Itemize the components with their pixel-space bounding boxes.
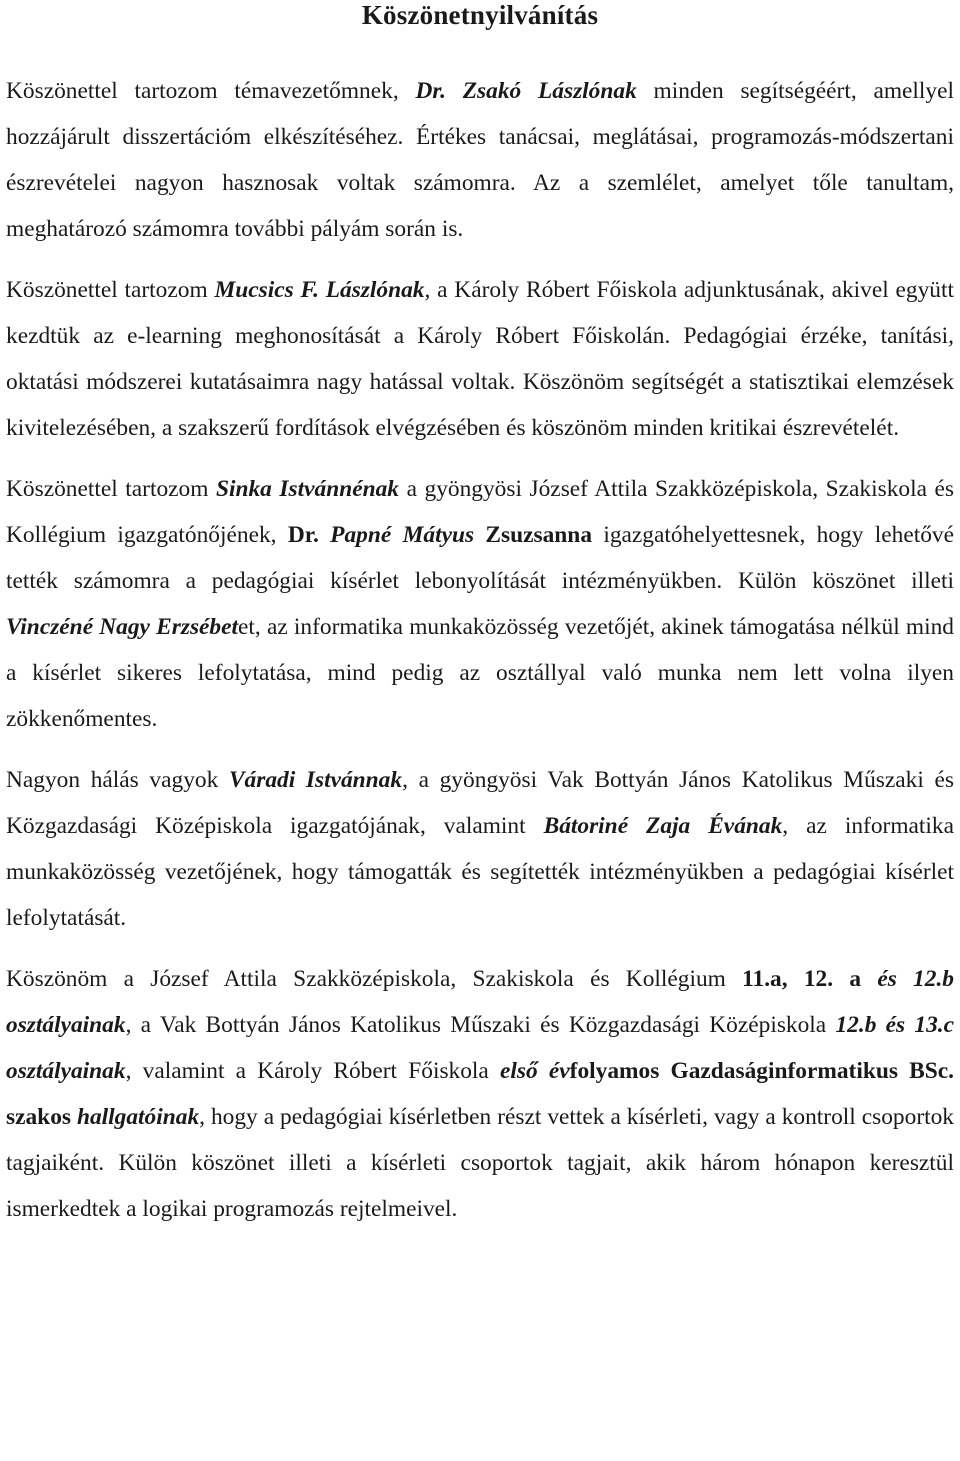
text-segment: , a Vak Bottyán János Katolikus Műszaki és Közgazdasági Középiskola	[125, 1012, 836, 1038]
text-segment: Köszönöm a József Attila Szakközépiskola, Szakiskola és Kollégium	[6, 966, 743, 992]
text-segment: , valamint a Károly Róbert Főiskola	[125, 1058, 501, 1084]
person-name: Zsuzsanna	[485, 522, 593, 548]
class-label: folyamos Gazdaságinformatikus BSc. szakos	[6, 1058, 954, 1130]
text-segment	[538, 1058, 549, 1084]
text-segment: a gyöngyösi József Attila Szakközépiskola, Szakiskola és Kollégium igazgatónőjének,	[6, 476, 955, 548]
text-segment: Köszönettel tartozom témavezetőmnek,	[6, 78, 416, 104]
paragraph-acknowledgement-students	[6, 956, 954, 1232]
class-label: év	[548, 1058, 570, 1084]
person-name: Vinczéné Nagy Erzsébet	[6, 614, 239, 640]
text-segment: Köszönettel tartozom	[6, 277, 215, 303]
paragraph-acknowledgement-second-school	[6, 757, 954, 941]
text-segment	[474, 522, 485, 548]
text-segment	[319, 522, 330, 548]
class-label: 11.a, 12. a	[742, 966, 862, 992]
text-segment: , a gyöngyösi Vak Bottyán János Katolikus Műszaki és Közgazdasági Középiskola igazgatójának, valamint	[6, 767, 954, 839]
text-segment	[861, 966, 877, 992]
class-label: és 12.b osztályainak	[6, 966, 954, 1038]
page-title: Köszönetnyilvánítás	[361, 0, 599, 30]
person-name: Bátoriné Zaja Évának	[543, 813, 783, 839]
text-segment: minden segítségéért, amellyel hozzájárult disszertációm elkészítéséhez. Értékes tanácsai, meglátásai, programozás-módszertani észrevételei nagyon hasznosak voltak számomra. Az a szemlélet, amelyet tőle tanultam, meghatározó számomra további pályám során is.	[6, 78, 954, 242]
class-label: első	[500, 1058, 538, 1084]
text-segment: Köszönettel tartozom	[6, 476, 216, 502]
text-segment: , az informatika munkaközösség vezetőjének, hogy támogatták és segítették intézményükben a pedagógiai kísérlet lefolytatását.	[6, 813, 954, 931]
paragraph-acknowledgement-supervisor	[6, 68, 954, 252]
text-segment: , hogy a pedagógiai kísérletben részt vettek a kísérleti, vagy a kontroll csoportok tagjaiként. Külön köszönet illeti a kísérleti csoportok tagjait, akik három hónapon keresztül ismerkedtek a logikai programozás rejtelmeivel.	[6, 1104, 954, 1222]
person-name: Sinka Istvánnénak	[215, 476, 400, 502]
text-segment: et, az informatika munkaközösség vezetőjét, akinek támogatása nélkül mind a kísérlet sikeres lefolytatása, mind pedig az osztállyal való munka nem lett volna ilyen zökkenőmentes.	[6, 614, 954, 732]
person-title: Dr.	[287, 522, 319, 548]
text-segment: Nagyon hálás vagyok	[6, 767, 229, 793]
person-name: Váradi Istvánnak	[228, 767, 403, 793]
text-segment: , a Károly Róbert Főiskola adjunktusának, akivel együtt kezdtük az e-learning meghonosítását a Károly Róbert Főiskolán. Pedagógiai érzéke, tanítási, oktatási módszerei kutatásaimra nagy hatással voltak. Köszönöm segítségét a statisztikai elemzések kivitelezésében, a szakszerű fordítások elvégzésében és köszönöm minden kritikai észrevételét.	[6, 277, 954, 441]
paragraph-acknowledgement-colleague	[6, 267, 954, 451]
paragraph-acknowledgement-school-leaders	[6, 466, 954, 742]
class-label: hallgatóinak	[76, 1104, 200, 1130]
class-label: 12.b és 13.c osztályainak	[6, 1012, 954, 1084]
person-name: Dr. Zsakó Lászlónak	[415, 78, 637, 104]
text-segment: igazgatóhelyettesnek, hogy lehetővé tették számomra a pedagógiai kísérlet lebonyolítását intézményükben. Külön köszönet illeti	[6, 522, 955, 594]
person-name: Papné Mátyus	[330, 522, 475, 548]
person-name: Mucsics F. Lászlónak	[214, 277, 425, 303]
